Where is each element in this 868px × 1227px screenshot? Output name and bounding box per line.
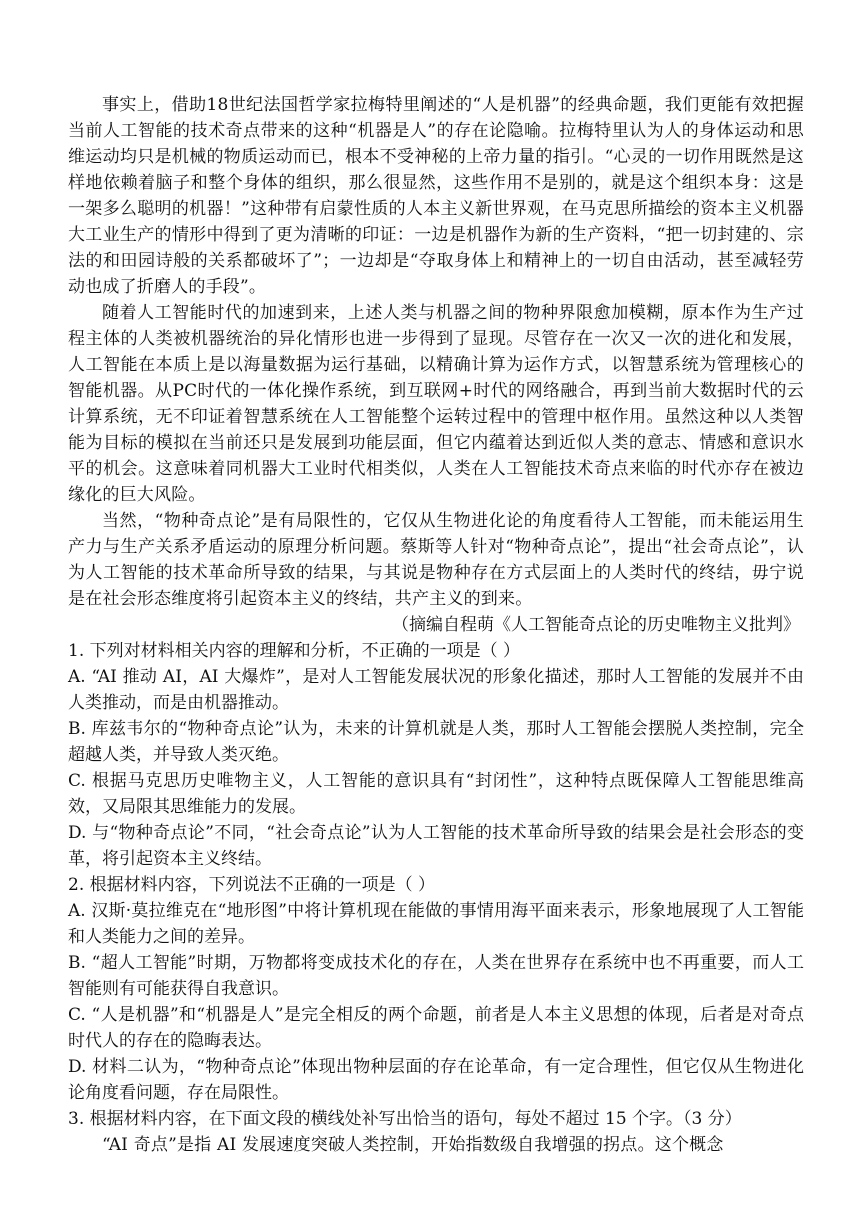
passage-paragraph-1: 事实上，借助18世纪法国哲学家拉梅特里阐述的“人是机器”的经典命题，我们更能有效把握当前人工智能的技术奇点带来的这种“机器是人”的存在论隐喻。拉梅特里认为人的身体运动和思维运动均只是机械的物质运动而已，根本不受神秘的上帝力量的指引。“心灵的一切作用既然是这样地依赖着脑子和整个身体的组织，那么很显然，这些作用不是别的，就是这个组织本身：这是一架多么聪明的机器！”这种带有启蒙性质的人本主义新世界观，在马克思所描绘的资本主义机器大工业生产的情形中得到了更为清晰的印证：一边是机器作为新的生产资料，“把一切封建的、宗法的和田园诗般的关系都破坏了”；一边却是“夺取身体上和精神上的一切自由活动，甚至减轻劳动也成了折磨人的手段”。 — [68, 95, 804, 297]
question-3 — [68, 1106, 804, 1158]
passage-paragraph-2: 随着人工智能时代的加速到来，上述人类与机器之间的物种界限愈加模糊，原本作为生产过程主体的人类被机器统治的异化情形也进一步得到了显现。尽管存在一次又一次的进化和发展，人工智能在本质上是以海量数据为运行基础，以精确计算为运作方式，以智慧系统为管理核心的智能机器。从PC时代的一体化操作系统，到互联网+时代的网络融合，再到当前大数据时代的云计算系统，无不印证着智慧系统在人工智能整个运转过程中的管理中枢作用。虽然这种以人类智能为目标的模拟在当前还只是发展到功能层面，但它内蕴着达到近似人类的意志、情感和意识水平的机会。这意味着同机器大工业时代相类似，人类在人工智能技术奇点来临的时代亦存在被边缘化的巨大风险。 — [68, 303, 804, 505]
question-1-option-a: A. “AI 推动 AI，AI 大爆炸”，是对人工智能发展状况的形象化描述，那时人工智能的发展并不由人类推动，而是由机器推动。 — [68, 667, 804, 713]
question-3-stem: 3. 根据材料内容，在下面文段的横线处补写出恰当的语句，每处不超过 15 个字。（3 分） — [68, 1109, 742, 1129]
question-2-option-b: B. “超人工智能”时期，万物都将变成技术化的存在，人类在世界存在系统中也不再重要，而人工智能则有可能获得自我意识。 — [68, 953, 804, 999]
question-2-stem: 2. 根据材料内容，下列说法不正确的一项是（ ） — [68, 875, 436, 895]
question-2-option-a: A. 汉斯·莫拉维克在“地形图”中将计算机现在能做的事情用海平面来表示，形象地展现了人工智能和人类能力之间的差异。 — [68, 901, 804, 947]
question-1-option-d: D. 与“物种奇点论”不同，“社会奇点论”认为人工智能的技术革命所导致的结果会是社会形态的变革，将引起资本主义终结。 — [68, 823, 804, 869]
question-3-text: “AI 奇点”是指 AI 发展速度突破人类控制，开始指数级自我增强的拐点。这个概念 — [102, 1135, 724, 1155]
question-1-stem: 1. 下列对材料相关内容的理解和分析，不正确的一项是（ ） — [68, 641, 521, 661]
question-2-option-d: D. 材料二认为，“物种奇点论”体现出物种层面的存在论革命，有一定合理性，但它仅从生物进化论角度看问题，存在局限性。 — [68, 1057, 804, 1103]
question-1 — [68, 638, 804, 872]
question-1-option-b: B. 库兹韦尔的“物种奇点论”认为，未来的计算机就是人类，那时人工智能会摆脱人类控制，完全超越人类，并导致人类灭绝。 — [68, 719, 804, 765]
question-2-option-c: C. “人是机器”和“机器是人”是完全相反的两个命题，前者是人本主义思想的体现，后者是对奇点时代人的存在的隐晦表达。 — [68, 1005, 804, 1051]
question-2 — [68, 872, 804, 1106]
passage-source: （摘编自程萌《人工智能奇点论的历史唯物主义批判》 — [392, 615, 800, 635]
question-1-option-c: C. 根据马克思历史唯物主义，人工智能的意识具有“封闭性”，这种特点既保障人工智能思维高效，又局限其思维能力的发展。 — [68, 771, 804, 817]
passage-paragraph-3: 当然，“物种奇点论”是有局限性的，它仅从生物进化论的角度看待人工智能，而未能运用生产力与生产关系矛盾运动的原理分析问题。蔡斯等人针对“物种奇点论”，提出“社会奇点论”，认为人工智能的技术革命所导致的结果，与其说是物种存在方式层面上的人类时代的终结，毋宁说是在社会形态维度将引起资本主义的终结，共产主义的到来。 — [68, 511, 804, 609]
